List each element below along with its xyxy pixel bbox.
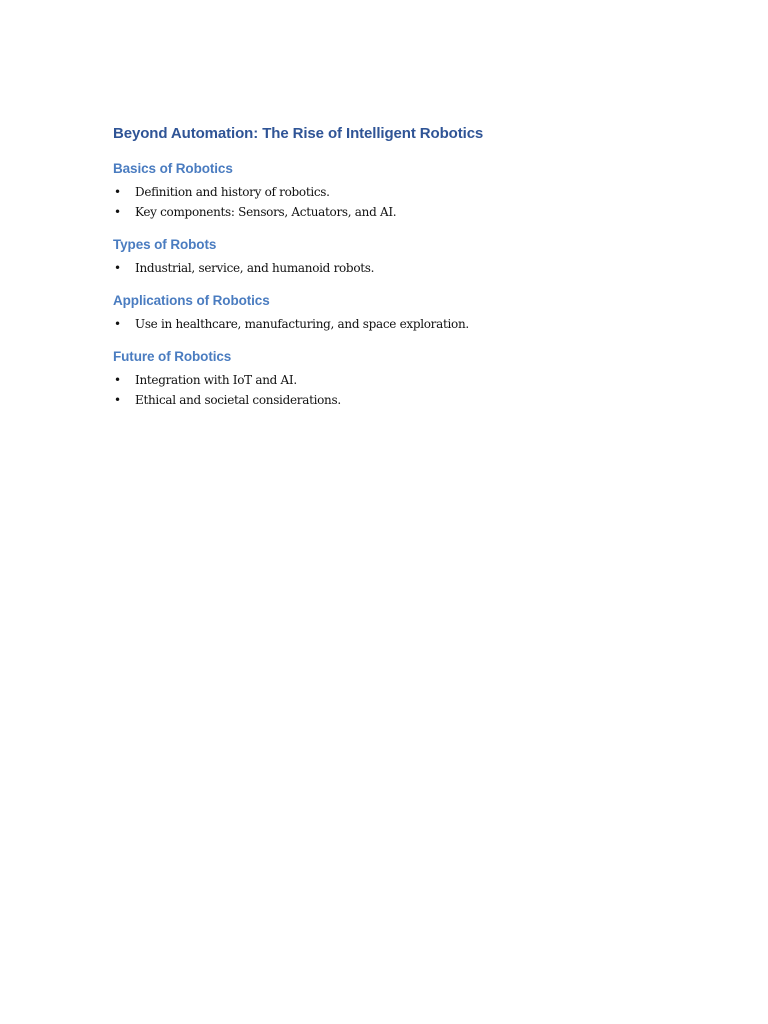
bullet-list <box>113 314 673 334</box>
section-heading: Future of Robotics <box>113 349 232 364</box>
bullet-list <box>113 258 673 278</box>
section-applications <box>113 291 673 334</box>
list-item <box>113 182 673 202</box>
bullet-list <box>113 370 673 410</box>
bullet-icon: • <box>114 393 121 407</box>
section-types <box>113 235 673 278</box>
section-heading: Basics of Robotics <box>113 161 233 176</box>
bullet-icon: • <box>114 261 121 275</box>
document-title: Beyond Automation: The Rise of Intelligent Robotics <box>113 125 484 142</box>
section-heading: Applications of Robotics <box>113 293 270 308</box>
bullet-list <box>113 182 673 222</box>
bullet-icon: • <box>114 317 121 331</box>
list-item <box>113 202 673 222</box>
bullet-icon: • <box>114 205 121 219</box>
list-item <box>113 370 673 390</box>
section-basics <box>113 159 673 222</box>
list-item-text: Definition and history of robotics. <box>135 185 330 199</box>
section-future <box>113 347 673 410</box>
list-item <box>113 390 673 410</box>
list-item-text: Industrial, service, and humanoid robots. <box>135 261 375 275</box>
list-item-text: Integration with IoT and AI. <box>135 373 297 387</box>
list-item-text: Use in healthcare, manufacturing, and space exploration. <box>135 317 469 331</box>
list-item-text: Key components: Sensors, Actuators, and AI. <box>135 205 397 219</box>
bullet-icon: • <box>114 185 121 199</box>
bullet-icon: • <box>114 373 121 387</box>
list-item <box>113 258 673 278</box>
document-page <box>113 124 673 423</box>
list-item-text: Ethical and societal considerations. <box>135 393 341 407</box>
list-item <box>113 314 673 334</box>
section-heading: Types of Robots <box>113 237 217 252</box>
